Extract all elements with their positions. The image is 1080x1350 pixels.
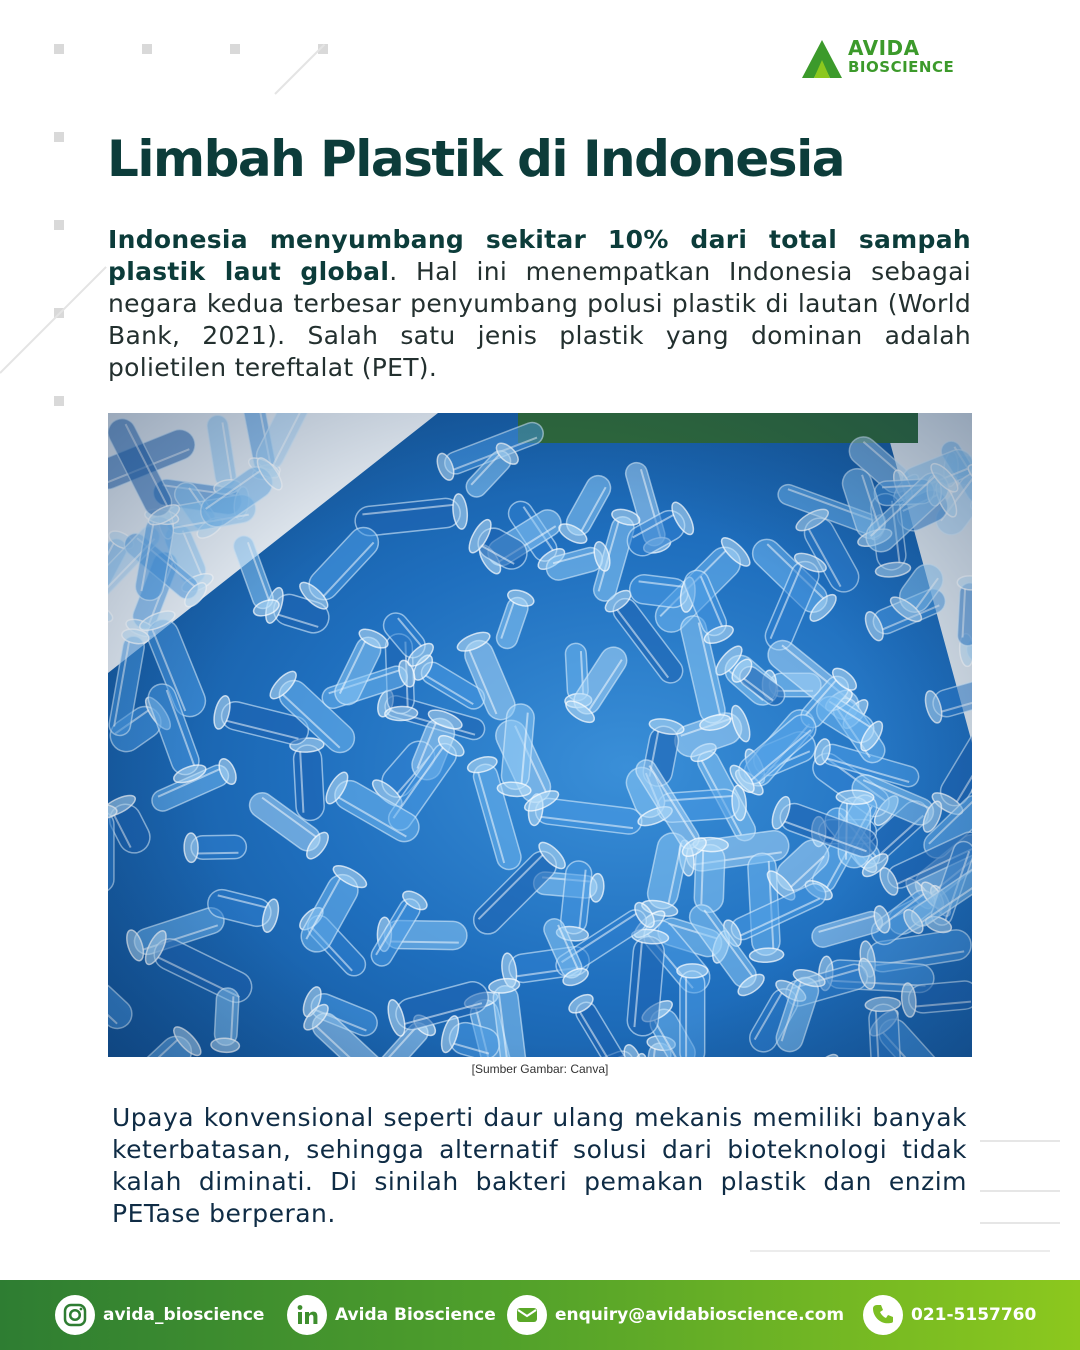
brand-name-line1: AVIDA <box>848 36 920 60</box>
brand-name-line2: BIOSCIENCE <box>848 58 955 76</box>
intro-paragraph <box>108 224 971 384</box>
page-title: Limbah Plastik di Indonesia <box>107 130 844 188</box>
decor-square <box>54 396 64 406</box>
email-address: enquiry@avidabioscience.com <box>555 1305 845 1325</box>
decor-line <box>980 1190 1060 1192</box>
decor-line <box>980 1222 1060 1224</box>
instagram-handle: avida_bioscience <box>103 1305 265 1325</box>
body-paragraph: Upaya konvensional seperti daur ulang mekanis memiliki banyak keterbatasan, sehingga alternatif solusi dari bioteknologi tidak kalah diminati. Di sinilah bakteri pemakan plastik dan enzim PETase berperan. <box>112 1103 967 1228</box>
decor-line <box>274 44 325 95</box>
brand-logo <box>800 38 990 80</box>
linkedin-link[interactable] <box>287 1295 496 1335</box>
contact-footer <box>0 1280 1080 1350</box>
linkedin-name: Avida Bioscience <box>335 1305 496 1325</box>
email-icon <box>507 1295 547 1335</box>
decor-square <box>142 44 152 54</box>
intro-highlight: Indonesia menyumbang sekitar 10% dari total sampah plastik laut global <box>108 225 971 286</box>
decor-square <box>54 132 64 142</box>
pet-plastic-photo <box>108 413 972 1057</box>
avida-leaf-icon <box>800 38 844 80</box>
decor-square <box>230 44 240 54</box>
image-caption: [Sumber Gambar: Canva] <box>471 1062 609 1076</box>
instagram-icon <box>55 1295 95 1335</box>
decor-line <box>0 266 107 373</box>
intro-text: . Hal ini menempatkan Indonesia sebagai negara kedua terbesar penyumbang polusi plastik di lautan (World Bank, 2021). Salah satu jenis plastik yang dominan adalah polietilen tereftalat (PET). <box>108 257 971 382</box>
decor-square <box>54 220 64 230</box>
decor-line <box>750 1250 1050 1252</box>
instagram-link[interactable] <box>55 1295 264 1335</box>
email-link[interactable] <box>507 1295 844 1335</box>
decor-line <box>980 1140 1060 1142</box>
decor-square <box>54 44 64 54</box>
linkedin-icon <box>287 1295 327 1335</box>
phone-icon <box>863 1295 903 1335</box>
phone-link[interactable] <box>863 1295 1036 1335</box>
phone-number: 021-5157760 <box>911 1305 1037 1325</box>
